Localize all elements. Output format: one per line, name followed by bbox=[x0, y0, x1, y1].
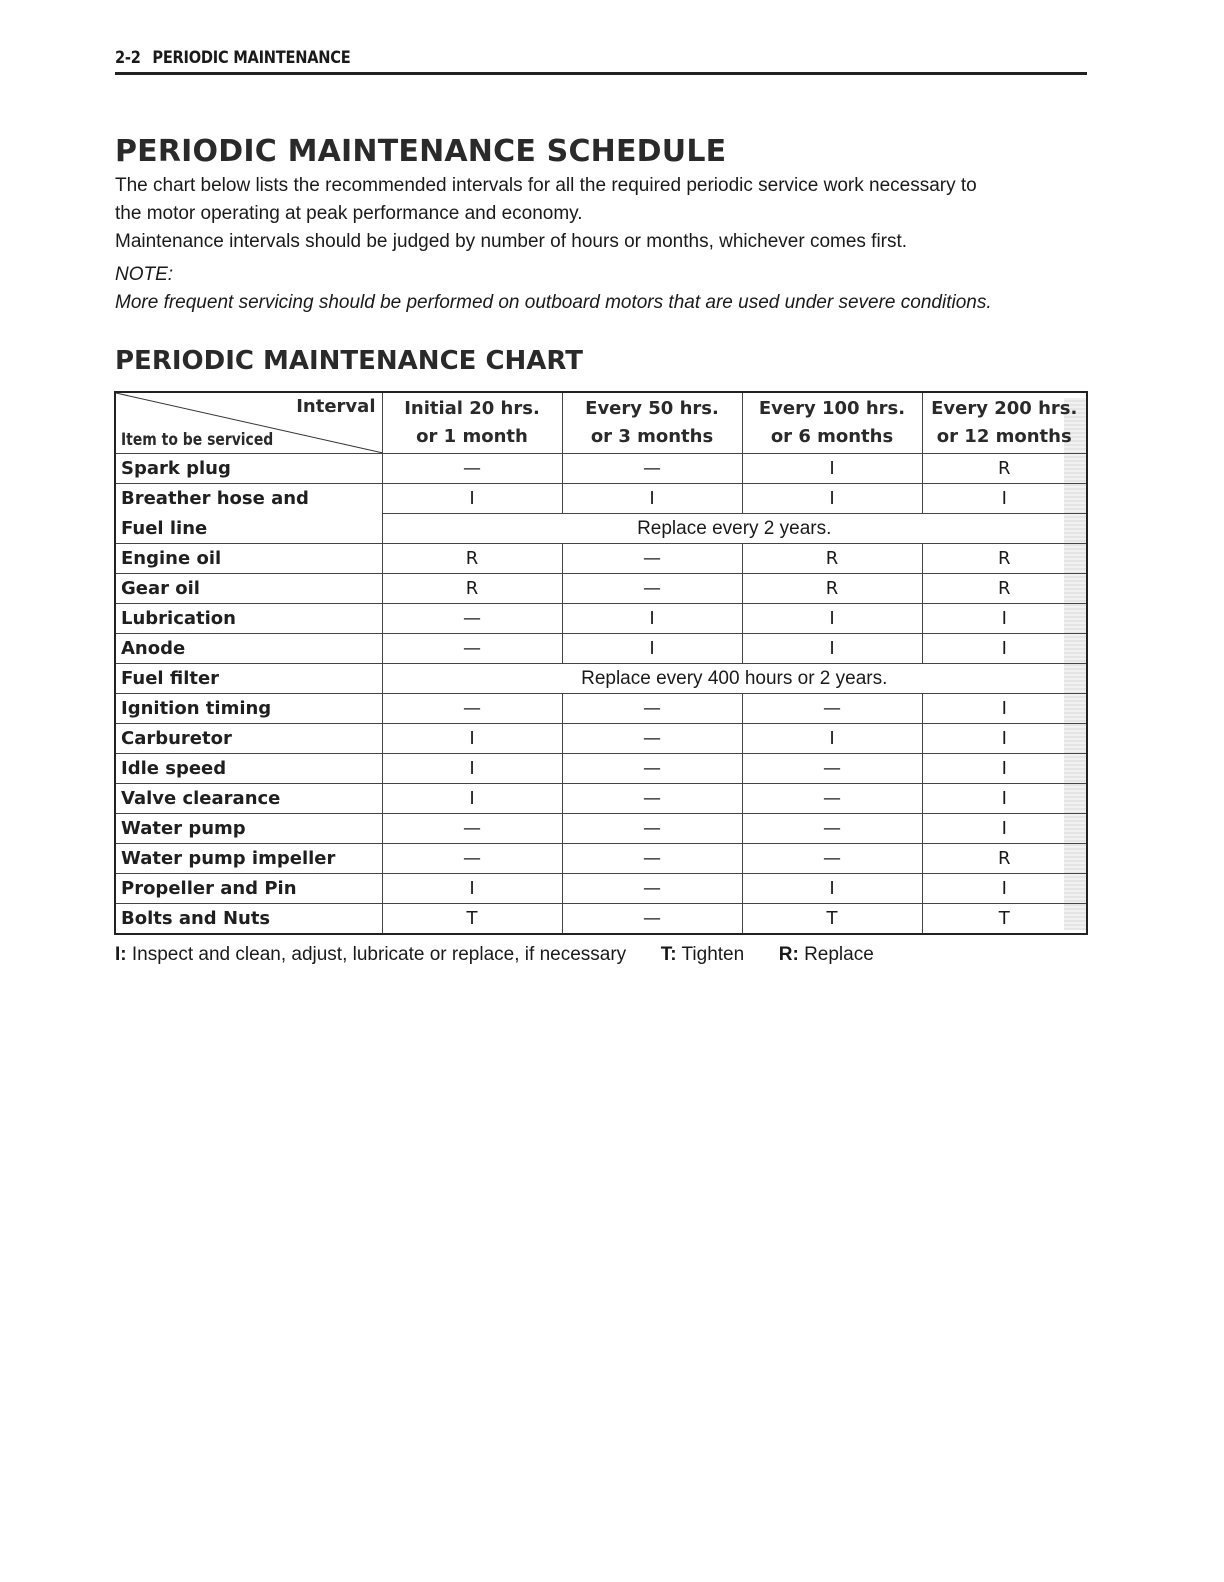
table-cell: — bbox=[562, 844, 742, 874]
table-cell: I bbox=[922, 814, 1087, 844]
table-cell: I bbox=[922, 634, 1087, 664]
table-cell: R bbox=[382, 544, 562, 574]
table-cell: — bbox=[742, 784, 922, 814]
table-cell: T bbox=[742, 904, 922, 935]
table-cell: — bbox=[742, 814, 922, 844]
table-cell: I bbox=[742, 604, 922, 634]
table-row bbox=[115, 514, 1087, 544]
table-row bbox=[115, 544, 1087, 574]
table-cell: R bbox=[742, 544, 922, 574]
intro-line-3: Maintenance intervals should be judged by number of hours or months, whichever comes first. bbox=[115, 231, 908, 252]
column-header: Initial 20 hrs. or 1 month bbox=[382, 392, 562, 454]
legend-r-text: Replace bbox=[804, 944, 874, 965]
table-cell: I bbox=[382, 754, 562, 784]
table-cell: I bbox=[382, 874, 562, 904]
legend-t-text: Tighten bbox=[681, 944, 745, 965]
table-cell: I bbox=[382, 784, 562, 814]
item-name: Bolts and Nuts bbox=[115, 904, 382, 935]
page-number: 2-2 bbox=[115, 48, 141, 68]
table-cell: — bbox=[562, 724, 742, 754]
corner-header bbox=[115, 392, 382, 454]
legend-r-key: R: bbox=[778, 944, 799, 965]
table-cell: — bbox=[382, 844, 562, 874]
item-name: Engine oil bbox=[115, 544, 382, 574]
table-cell: I bbox=[562, 634, 742, 664]
table-cell: I bbox=[922, 604, 1087, 634]
interval-label: Interval bbox=[296, 396, 376, 417]
item-name: Propeller and Pin bbox=[115, 874, 382, 904]
table-cell: — bbox=[562, 904, 742, 935]
span-note: Replace every 400 hours or 2 years. bbox=[382, 664, 1087, 694]
item-name: Water pump bbox=[115, 814, 382, 844]
table-cell: I bbox=[922, 484, 1087, 514]
table-cell: I bbox=[742, 874, 922, 904]
table-cell: — bbox=[562, 814, 742, 844]
table-cell: I bbox=[382, 484, 562, 514]
table-row bbox=[115, 484, 1087, 514]
table-cell: I bbox=[562, 484, 742, 514]
table-row bbox=[115, 904, 1087, 935]
table-row bbox=[115, 784, 1087, 814]
item-name: Idle speed bbox=[115, 754, 382, 784]
column-header: Every 200 hrs. or 12 months bbox=[922, 392, 1087, 454]
table-cell: I bbox=[742, 454, 922, 484]
table-cell: I bbox=[742, 484, 922, 514]
table-row bbox=[115, 694, 1087, 724]
section-title: PERIODIC MAINTENANCE bbox=[152, 48, 351, 68]
table-cell: — bbox=[562, 784, 742, 814]
table-row bbox=[115, 814, 1087, 844]
table-row bbox=[115, 844, 1087, 874]
table-row bbox=[115, 604, 1087, 634]
item-name: Breather hose and bbox=[115, 484, 382, 514]
item-name: Lubrication bbox=[115, 604, 382, 634]
table-cell: R bbox=[742, 574, 922, 604]
table-cell: R bbox=[922, 844, 1087, 874]
table-cell: R bbox=[922, 544, 1087, 574]
header-rule bbox=[115, 72, 1087, 75]
table-cell: — bbox=[742, 694, 922, 724]
intro-line-2: the motor operating at peak performance and economy. bbox=[115, 203, 583, 224]
table-cell: I bbox=[922, 874, 1087, 904]
legend-t-key: T: bbox=[660, 944, 677, 965]
table-cell: T bbox=[922, 904, 1087, 935]
note-text: More frequent servicing should be performed on outboard motors that are used under severe conditions. bbox=[115, 292, 992, 313]
span-note: Replace every 2 years. bbox=[382, 514, 1087, 544]
legend-i-text: Inspect and clean, adjust, lubricate or replace, if necessary bbox=[131, 944, 627, 965]
item-name: Carburetor bbox=[115, 724, 382, 754]
column-header: Every 50 hrs. or 3 months bbox=[562, 392, 742, 454]
table-cell: R bbox=[382, 574, 562, 604]
table-cell: I bbox=[742, 634, 922, 664]
note-label: NOTE: bbox=[115, 264, 174, 285]
item-name: Fuel filter bbox=[115, 664, 382, 694]
table-cell: R bbox=[922, 574, 1087, 604]
maintenance-chart bbox=[114, 391, 1088, 935]
table-cell: I bbox=[922, 754, 1087, 784]
table-row bbox=[115, 724, 1087, 754]
legend-i-key: I: bbox=[115, 944, 127, 965]
intro-line-1: The chart below lists the recommended intervals for all the required periodic service work necessary to bbox=[115, 175, 977, 196]
item-name: Spark plug bbox=[115, 454, 382, 484]
table-cell: — bbox=[382, 604, 562, 634]
table-cell: — bbox=[742, 754, 922, 784]
table-cell: — bbox=[562, 544, 742, 574]
table-cell: I bbox=[742, 724, 922, 754]
page-header bbox=[115, 48, 949, 68]
item-name: Fuel line bbox=[115, 514, 382, 544]
page-title: PERIODIC MAINTENANCE SCHEDULE bbox=[115, 134, 727, 169]
item-name: Ignition timing bbox=[115, 694, 382, 724]
table-row bbox=[115, 634, 1087, 664]
table-cell: — bbox=[742, 844, 922, 874]
table-row bbox=[115, 754, 1087, 784]
table-cell: — bbox=[382, 814, 562, 844]
table-cell: — bbox=[562, 454, 742, 484]
table-row bbox=[115, 574, 1087, 604]
table-cell: — bbox=[382, 694, 562, 724]
table-cell: — bbox=[562, 694, 742, 724]
table-cell: I bbox=[382, 724, 562, 754]
item-name: Gear oil bbox=[115, 574, 382, 604]
table-cell: T bbox=[382, 904, 562, 935]
table-cell: I bbox=[922, 784, 1087, 814]
legend bbox=[115, 944, 874, 966]
table-cell: — bbox=[562, 754, 742, 784]
item-name: Valve clearance bbox=[115, 784, 382, 814]
table-row bbox=[115, 874, 1087, 904]
table-cell: — bbox=[382, 454, 562, 484]
intro-text bbox=[115, 172, 1095, 256]
table-cell: I bbox=[922, 694, 1087, 724]
item-name: Water pump impeller bbox=[115, 844, 382, 874]
chart-title: PERIODIC MAINTENANCE CHART bbox=[115, 346, 584, 376]
table-cell: R bbox=[922, 454, 1087, 484]
table-row bbox=[115, 454, 1087, 484]
table-row bbox=[115, 664, 1087, 694]
table-cell: — bbox=[562, 874, 742, 904]
item-label: Item to be serviced bbox=[121, 430, 274, 450]
item-name: Anode bbox=[115, 634, 382, 664]
table-cell: — bbox=[382, 634, 562, 664]
column-header: Every 100 hrs. or 6 months bbox=[742, 392, 922, 454]
table-cell: I bbox=[922, 724, 1087, 754]
table-cell: — bbox=[562, 574, 742, 604]
table-cell: I bbox=[562, 604, 742, 634]
